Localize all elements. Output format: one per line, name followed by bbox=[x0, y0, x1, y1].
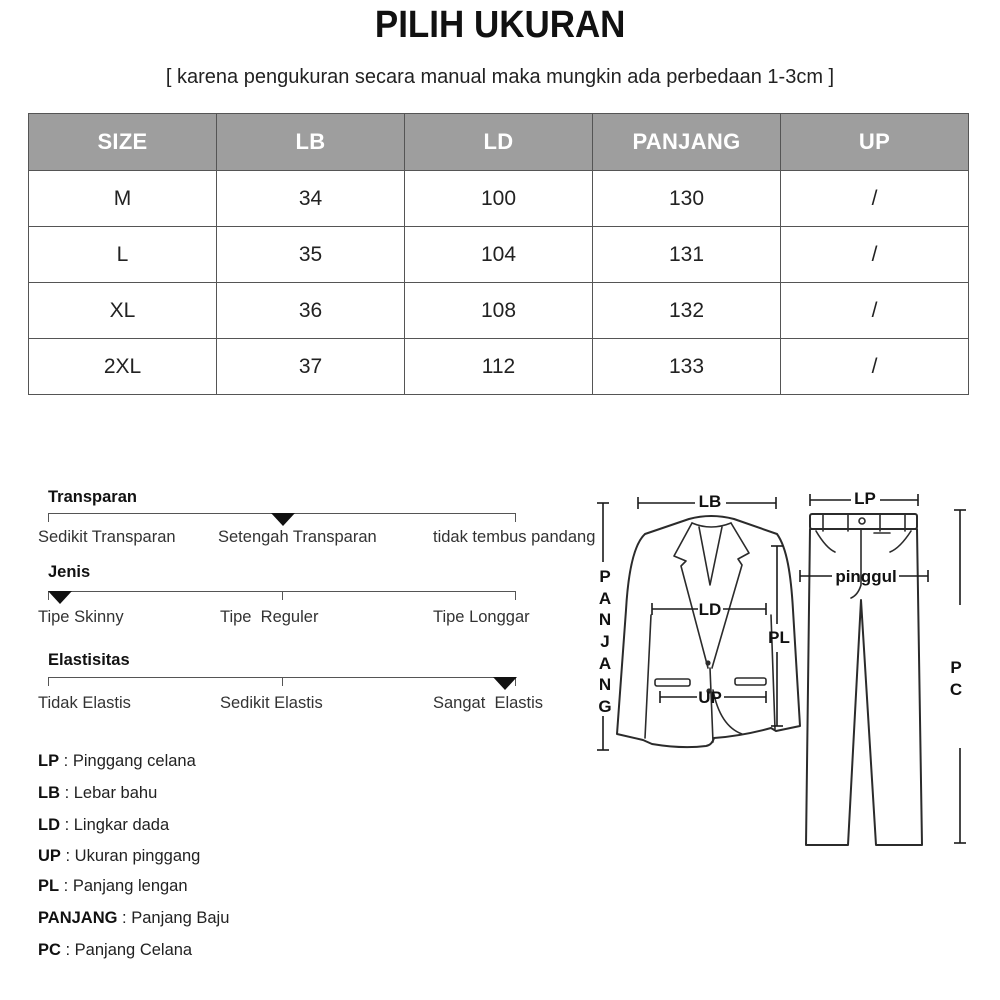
scale-tick-start bbox=[48, 513, 49, 522]
scale-marker-triangle-icon bbox=[271, 513, 295, 526]
scale-label-high: tidak tembus pandang bbox=[433, 528, 596, 546]
scale-marker-triangle-icon bbox=[493, 677, 517, 690]
legend-item-ld bbox=[38, 816, 169, 834]
cell-lb: 35 bbox=[217, 227, 405, 283]
legend-item-pl bbox=[38, 877, 188, 895]
ld-label: LD bbox=[698, 600, 722, 619]
cell-panjang: 132 bbox=[593, 283, 781, 339]
jacket-button bbox=[705, 660, 710, 665]
cell-up: / bbox=[781, 283, 969, 339]
legend-text: : Ukuran pinggang bbox=[60, 847, 201, 865]
cell-lb: 36 bbox=[217, 283, 405, 339]
scale-tick-end bbox=[515, 513, 516, 522]
header-panjang: PANJANG bbox=[593, 114, 781, 171]
size-table bbox=[28, 113, 969, 395]
legend-item-up bbox=[38, 847, 200, 865]
legend-key: LB bbox=[38, 784, 60, 802]
up-label: UP bbox=[698, 688, 722, 707]
pinggul-label: pinggul bbox=[835, 567, 897, 586]
header-lb: LB bbox=[217, 114, 405, 171]
legend-item-pc bbox=[38, 941, 192, 959]
header-up: UP bbox=[781, 114, 969, 171]
pants-drawing bbox=[806, 514, 922, 845]
table-row bbox=[29, 171, 969, 227]
cell-panjang: 133 bbox=[593, 339, 781, 395]
scale-title: Jenis bbox=[48, 563, 91, 581]
legend-item-lp bbox=[38, 752, 196, 770]
table-row bbox=[29, 283, 969, 339]
legend-text: : Panjang lengan bbox=[59, 877, 188, 895]
legend-item-panjang bbox=[38, 909, 229, 927]
garment-diagram bbox=[590, 480, 990, 860]
table-header-row bbox=[29, 114, 969, 171]
legend-key: PL bbox=[38, 877, 60, 895]
legend-text: : Panjang Baju bbox=[117, 909, 230, 927]
scale-tick-end bbox=[515, 591, 516, 600]
cell-panjang: 131 bbox=[593, 227, 781, 283]
legend-key: UP bbox=[38, 847, 61, 865]
measure-lp bbox=[810, 489, 918, 508]
cell-lb: 34 bbox=[217, 171, 405, 227]
cell-lb: 37 bbox=[217, 339, 405, 395]
table-row bbox=[29, 227, 969, 283]
page-title-text: PILIH UKURAN bbox=[374, 4, 626, 46]
pants-waistband bbox=[810, 514, 917, 529]
cell-ld: 100 bbox=[405, 171, 593, 227]
cell-ld: 112 bbox=[405, 339, 593, 395]
cell-size: XL bbox=[29, 283, 217, 339]
legend-item-lb bbox=[38, 784, 157, 802]
cell-up: / bbox=[781, 339, 969, 395]
scale-tick-middle bbox=[282, 591, 283, 600]
pl-label: PL bbox=[768, 628, 790, 647]
scale-title: Transparan bbox=[48, 488, 137, 506]
page-title bbox=[0, 3, 1000, 47]
scale-label-high: Tipe Longgar bbox=[433, 608, 530, 626]
pc-vertical-label: PC bbox=[949, 658, 963, 699]
legend-text: : Pinggang celana bbox=[59, 752, 196, 770]
cell-size: M bbox=[29, 171, 217, 227]
scale-title: Elastisitas bbox=[48, 651, 130, 669]
scale-label-low: Tidak Elastis bbox=[38, 694, 131, 712]
cell-size: 2XL bbox=[29, 339, 217, 395]
header-size: SIZE bbox=[29, 114, 217, 171]
lp-label: LP bbox=[854, 489, 876, 508]
header-ld: LD bbox=[405, 114, 593, 171]
legend-text: : Lingkar dada bbox=[60, 816, 170, 834]
scale-label-mid: Setengah Transparan bbox=[218, 528, 377, 546]
panjang-vertical-label: PANJANG bbox=[598, 567, 612, 717]
legend-key: PANJANG bbox=[38, 909, 118, 927]
legend-key: LP bbox=[38, 752, 60, 770]
cell-panjang: 130 bbox=[593, 171, 781, 227]
scale-label-mid: Sedikit Elastis bbox=[220, 694, 323, 712]
scale-label-high: Sangat Elastis bbox=[433, 694, 544, 712]
scale-label-low: Tipe Skinny bbox=[38, 608, 124, 626]
cell-ld: 104 bbox=[405, 227, 593, 283]
scale-tick-middle bbox=[282, 677, 283, 686]
cell-up: / bbox=[781, 171, 969, 227]
scale-marker-triangle-icon bbox=[48, 591, 72, 604]
scale-label-low: Sedikit Transparan bbox=[38, 528, 176, 546]
lb-label: LB bbox=[698, 492, 722, 511]
legend-text: : Lebar bahu bbox=[60, 784, 158, 802]
scale-label-mid: Tipe Reguler bbox=[220, 608, 319, 626]
cell-up: / bbox=[781, 227, 969, 283]
cell-size: L bbox=[29, 227, 217, 283]
measure-lb bbox=[638, 492, 776, 511]
cell-ld: 108 bbox=[405, 283, 593, 339]
legend-text: : Panjang Celana bbox=[60, 941, 193, 959]
scale-tick-start bbox=[48, 677, 49, 686]
page-subtitle: [ karena pengukuran secara manual maka mungkin ada perbedaan 1-3cm ] bbox=[165, 66, 835, 88]
legend-key: PC bbox=[38, 941, 61, 959]
legend-key: LD bbox=[38, 816, 60, 834]
table-row bbox=[29, 339, 969, 395]
